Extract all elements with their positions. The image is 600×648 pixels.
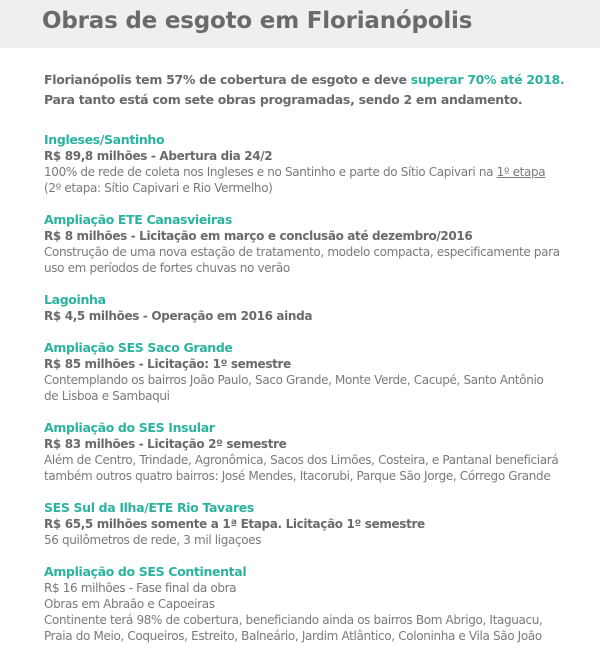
work-item [44,500,594,548]
work-cost: R$ 16 milhões - Fase final da obra [44,581,237,595]
work-cost: R$ 85 milhões - Licitação: 1º semestre [44,357,291,371]
intro-text: Florianópolis tem 57% de cobertura de esgoto e deve [44,72,411,87]
description-text: 100% de rede de coleta nos Ingleses e no Santinho e parte do Sítio Capivari na [44,165,497,179]
work-description: uso em períodos de fortes chuvas no verão [44,261,290,275]
work-description: Continente terá 98% de cobertura, beneficiando ainda os bairros Bom Abrigo, Itaguacu, [44,613,543,627]
work-title: SES Sul da Ilha/ETE Rio Tavares [44,500,254,515]
work-description: (2º etapa: Sítio Capivari e Rio Vermelho) [44,181,273,195]
article-content [44,70,594,644]
work-cost: R$ 8 milhões - Licitação em março e conclusão até dezembro/2016 [44,229,473,243]
work-title: Ampliação ETE Canasvieiras [44,212,232,227]
works-list [44,132,594,644]
work-description: Construção de uma nova estação de tratamento, modelo compacta, especificamente para [44,245,560,259]
work-item [44,132,594,196]
work-title: Ingleses/Santinho [44,132,165,147]
intro-text-2: Para tanto está com sete obras programadas, sendo 2 em andamento. [44,92,523,107]
work-item [44,292,594,324]
intro-paragraph [44,70,594,110]
intro-highlight: superar 70% até 2018. [410,72,565,87]
work-title: Ampliação do SES Insular [44,420,215,435]
work-cost: R$ 65,5 milhões somente a 1ª Etapa. Licitação 1º semestre [44,517,425,531]
work-title: Ampliação do SES Continental [44,564,247,579]
work-item [44,212,594,276]
work-title: Ampliação SES Saco Grande [44,340,233,355]
work-description: 56 quilômetros de rede, 3 mil ligaçoes [44,533,262,547]
work-cost: R$ 4,5 milhões - Operação em 2016 ainda [44,309,313,323]
work-cost: R$ 83 milhões - Licitação 2º semestre [44,437,287,451]
work-description: Obras em Abraão e Capoeiras [44,597,215,611]
work-description: de Lisboa e Sambaqui [44,389,170,403]
work-item [44,340,594,404]
work-item [44,564,594,644]
work-title: Lagoinha [44,292,106,307]
work-description: Além de Centro, Trindade, Agronômica, Sacos dos Limões, Costeira, e Pantanal beneficiará [44,453,559,467]
page-title: Obras de esgoto em Florianópolis [42,8,473,34]
work-description [44,164,594,180]
etapa-link[interactable]: 1º etapa [496,165,546,179]
work-description: Contemplando os bairros João Paulo, Saco Grande, Monte Verde, Cacupé, Santo Antônio [44,373,544,387]
page-header [0,0,600,48]
work-description: também outros quatro bairros: José Mendes, Itacorubi, Parque São Jorge, Córrego Grande [44,469,551,483]
work-description: Praia do Meio, Coqueiros, Estreito, Balneário, Jardim Atlântico, Coloninha e Vila São João [44,629,542,643]
work-cost: R$ 89,8 milhões - Abertura dia 24/2 [44,149,273,163]
work-item [44,420,594,484]
